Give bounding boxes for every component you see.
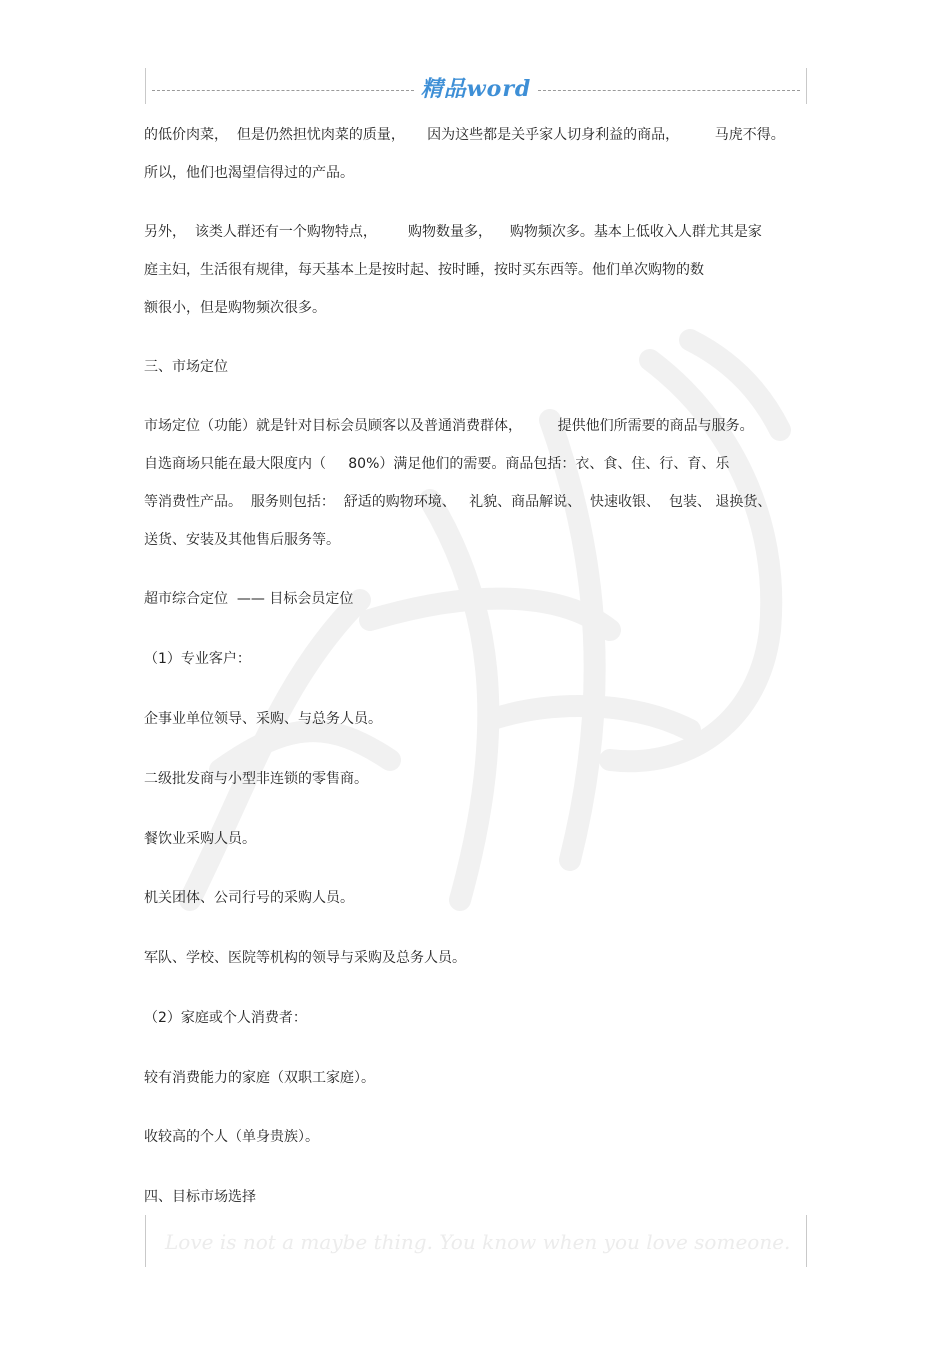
- footer-left-rule: [145, 1215, 146, 1267]
- body-line-2: 所以，他们也渴望信得过的产品。: [144, 165, 354, 181]
- subheading-professional: （1）专业客户：: [144, 651, 251, 667]
- list-item: 较有消费能力的家庭（双职工家庭）。: [144, 1070, 375, 1086]
- header-dashed-line-right: [538, 90, 800, 91]
- header-right-rule: [806, 68, 807, 104]
- list-item: 收较高的个人（单身贵族）。: [144, 1129, 319, 1145]
- header-dashed-line-left: [152, 90, 414, 91]
- subheading-positioning: 超市综合定位 —— 目标会员定位: [144, 591, 354, 607]
- section-heading-4: 四、目标市场选择: [144, 1189, 256, 1205]
- body-line-6: 市场定位（功能）就是针对目标会员顾客以及普通消费群体， 提供他们所需要的商品与服务。: [144, 418, 754, 434]
- list-item: 企事业单位领导、采购、与总务人员。: [144, 711, 382, 727]
- list-item: 二级批发商与小型非连锁的零售商。: [144, 771, 368, 787]
- header-left-rule: [145, 68, 146, 104]
- section-heading-3: 三、市场定位: [144, 359, 228, 375]
- list-item: 机关团体、公司行号的采购人员。: [144, 890, 354, 906]
- footer-right-rule: [806, 1215, 807, 1267]
- subheading-household: （2）家庭或个人消费者：: [144, 1010, 307, 1026]
- header-title: 精品word: [420, 72, 532, 103]
- body-line-7: 自选商场只能在最大限度内（ 80%）满足他们的需要。商品包括：衣、食、住、行、育、乐: [144, 456, 730, 472]
- body-line-3: 另外， 该类人群还有一个购物特点， 购物数量多， 购物频次多。基本上低收入人群尤其是家: [144, 224, 762, 240]
- body-line-5: 额很小，但是购物频次很多。: [144, 300, 326, 316]
- footer-quote: Love is not a maybe thing. You know when you love someone.: [165, 1230, 791, 1254]
- body-line-4: 庭主妇，生活很有规律，每天基本上是按时起、按时睡，按时买东西等。他们单次购物的数: [144, 262, 704, 278]
- body-line-1: 的低价肉菜， 但是仍然担忧肉菜的质量， 因为这些都是关乎家人切身利益的商品， 马虎不得。: [144, 127, 785, 143]
- watermark-calligraphy: [130, 300, 830, 950]
- body-line-8: 等消费性产品。 服务则包括： 舒适的购物环境、 礼貌、商品解说、 快速收银、 包装、 退换货、: [144, 494, 772, 510]
- body-line-9: 送货、安装及其他售后服务等。: [144, 532, 340, 548]
- list-item: 军队、学校、医院等机构的领导与采购及总务人员。: [144, 950, 466, 966]
- list-item: 餐饮业采购人员。: [144, 831, 256, 847]
